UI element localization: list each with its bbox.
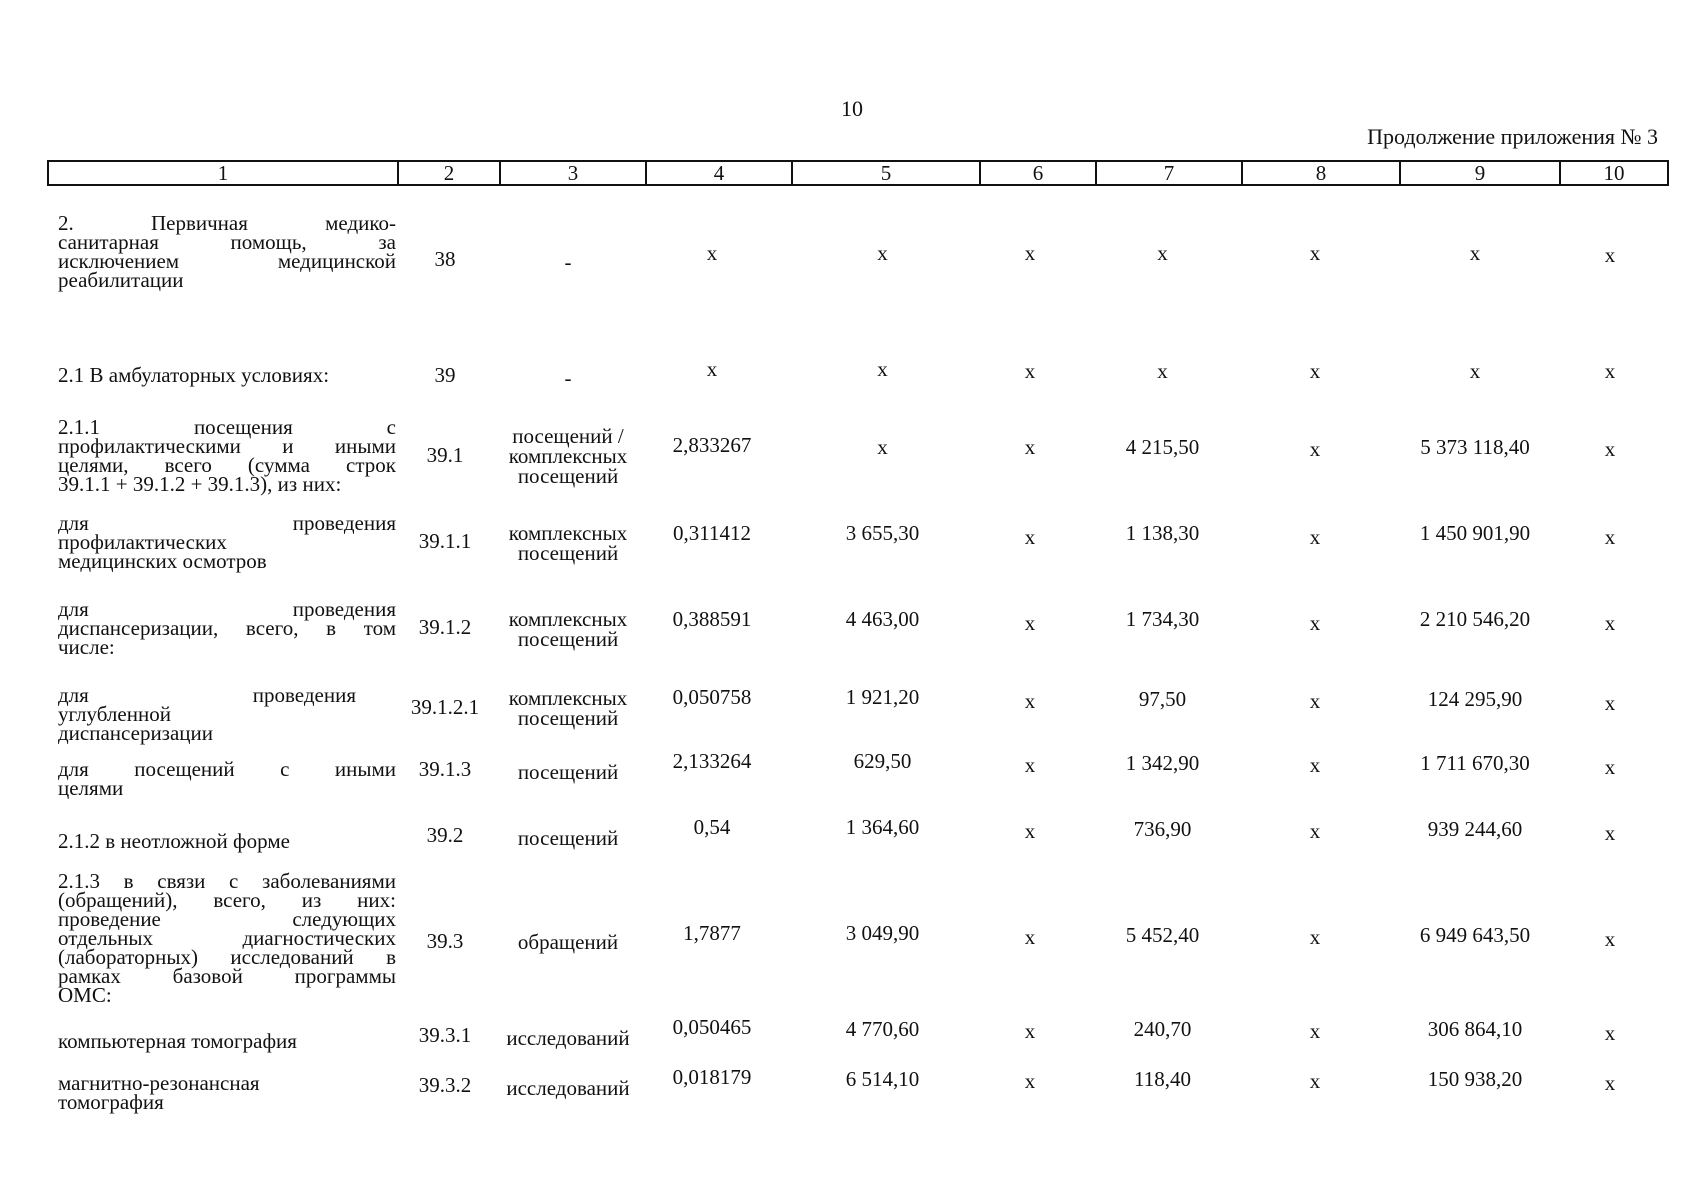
row-code: 39.3.2 — [418, 1073, 472, 1097]
cell-col4: 0,311412 — [673, 521, 751, 545]
row-name-line: проведение следующих — [58, 907, 396, 931]
cell-col7: 1 342,90 — [1125, 751, 1200, 775]
column-header-7: 7 — [1095, 162, 1241, 184]
cell-col6: x — [1024, 819, 1036, 843]
row-code: 39.1.3 — [418, 757, 472, 781]
cell-col7: x — [1157, 359, 1168, 383]
cell-col10: x — [1604, 1071, 1616, 1095]
row-unit: обращений — [517, 930, 619, 954]
cell-col5: 629,50 — [853, 749, 912, 773]
cell-col5: 1 364,60 — [845, 815, 920, 839]
cell-col9: 150 938,20 — [1427, 1067, 1523, 1091]
row-name-line: реабилитации — [58, 268, 184, 292]
row-code: 39.1.2.1 — [410, 695, 480, 719]
row-unit — [494, 523, 642, 563]
row-name — [58, 869, 396, 1007]
row-name-line: исключением медицинской — [58, 249, 396, 273]
cell-col7: 118,40 — [1134, 1067, 1191, 1091]
cell-col8: x — [1309, 241, 1321, 265]
row-name-line: ОМС: — [58, 983, 112, 1007]
cell-col8: x — [1309, 611, 1321, 635]
row-code: 39.1.2 — [418, 615, 472, 639]
row-unit: исследований — [506, 1076, 630, 1100]
cell-col8: x — [1309, 819, 1321, 843]
row-name-line: (лабораторных) исследований в — [58, 945, 396, 969]
row-unit-line: посещений — [517, 464, 619, 488]
cell-col4: 1,7877 — [683, 921, 741, 945]
cell-col8: x — [1309, 689, 1321, 713]
cell-col6: x — [1024, 241, 1036, 265]
row-unit-line: комплексных — [508, 686, 628, 710]
column-number-header — [47, 160, 1669, 186]
row-name-line: диспансеризации, всего, в том — [58, 616, 396, 640]
cell-col9: 5 373 118,40 — [1420, 435, 1530, 459]
row-name-line: 2. Первичная медико- — [58, 211, 396, 235]
row-name-line: числе: — [58, 635, 115, 659]
row-name-line: 2.1.2 в неотложной форме — [58, 829, 290, 853]
row-unit-line: посещений — [517, 541, 619, 565]
cell-col10: x — [1604, 927, 1616, 951]
cell-col5: 4 770,60 — [845, 1017, 920, 1041]
row-unit-line: посещений — [517, 706, 619, 730]
row-name-line: 2.1 В амбулаторных условиях: — [58, 363, 330, 387]
row-name-line: компьютерная томография — [58, 1029, 297, 1053]
row-name-line: профилактических — [58, 530, 227, 554]
row-name-line: для проведения — [58, 511, 396, 535]
row-name — [58, 415, 396, 496]
row-name-line: углубленной — [58, 702, 171, 726]
row-name-line: для проведения — [58, 683, 356, 707]
cell-col5: 1 921,20 — [845, 685, 920, 709]
cell-col7: 240,70 — [1133, 1017, 1192, 1041]
cell-col9: 306 864,10 — [1427, 1017, 1523, 1041]
cell-col4: 0,050465 — [672, 1015, 752, 1039]
cell-col6: x — [1024, 525, 1036, 549]
row-unit — [494, 426, 642, 486]
cell-col9: 2 210 546,20 — [1419, 607, 1531, 631]
cell-col4: 2,133264 — [672, 749, 752, 773]
cell-col8: x — [1309, 925, 1321, 949]
cell-col9: 6 949 643,50 — [1419, 923, 1531, 947]
row-unit-line: комплексных — [508, 444, 628, 468]
column-header-10: 10 — [1559, 162, 1667, 184]
cell-col6: x — [1024, 359, 1036, 383]
column-header-6: 6 — [979, 162, 1095, 184]
row-code: 39 — [434, 363, 456, 387]
cell-col8: x — [1309, 1019, 1321, 1043]
row-name — [58, 597, 396, 659]
row-name-line: рамках базовой программы — [58, 964, 396, 988]
row-name-line: 2.1.3 в связи с заболеваниями — [58, 869, 396, 893]
row-unit-line: посещений / — [512, 424, 624, 448]
cell-col10: x — [1604, 1021, 1616, 1045]
row-name — [58, 757, 396, 800]
cell-col8: x — [1309, 753, 1321, 777]
column-header-8: 8 — [1241, 162, 1399, 184]
row-code: 39.3 — [426, 929, 464, 953]
row-name-line: целями, всего (сумма строк — [58, 453, 396, 477]
row-code: 39.3.1 — [418, 1023, 472, 1047]
column-header-3: 3 — [499, 162, 645, 184]
cell-col4: 0,018179 — [672, 1065, 752, 1089]
cell-col6: x — [1024, 1019, 1036, 1043]
cell-col10: x — [1604, 437, 1616, 461]
cell-col5: 6 514,10 — [845, 1067, 920, 1091]
cell-col5: x — [877, 241, 888, 265]
row-name-line: медицинских осмотров — [58, 549, 267, 573]
cell-col5: 3 655,30 — [845, 521, 920, 545]
row-name — [58, 211, 396, 292]
row-name — [58, 1029, 396, 1053]
row-name-line: профилактическими и иными — [58, 434, 396, 458]
cell-col6: x — [1024, 611, 1036, 635]
page-number: 10 — [841, 96, 863, 121]
row-unit: - — [564, 250, 572, 274]
row-name-line: отдельных диагностических — [58, 926, 396, 950]
cell-col4: 0,54 — [693, 815, 731, 839]
cell-col7: 4 215,50 — [1125, 435, 1200, 459]
cell-col9: 1 450 901,90 — [1419, 521, 1531, 545]
cell-col4: 2,833267 — [672, 433, 752, 457]
cell-col10: x — [1604, 611, 1616, 635]
cell-col4: x — [706, 241, 718, 265]
cell-col6: x — [1024, 689, 1036, 713]
row-unit: - — [564, 366, 572, 390]
column-header-4: 4 — [645, 162, 791, 184]
cell-col6: x — [1024, 435, 1036, 459]
row-name-line: магнитно-резонансная — [58, 1071, 260, 1095]
cell-col8: x — [1309, 359, 1321, 383]
cell-col7: x — [1157, 241, 1168, 265]
row-name — [58, 511, 396, 573]
row-name-line: целями — [58, 776, 124, 800]
row-name-line: диспансеризации — [58, 721, 214, 745]
cell-col7: 736,90 — [1133, 817, 1192, 841]
row-name — [58, 363, 396, 387]
row-unit: посещений — [517, 760, 619, 784]
cell-col10: x — [1604, 755, 1616, 779]
row-code: 39.1 — [426, 443, 464, 467]
row-unit — [494, 609, 642, 649]
row-unit-line: посещений — [517, 627, 619, 651]
row-code: 39.1.1 — [418, 529, 472, 553]
cell-col8: x — [1309, 525, 1321, 549]
cell-col7: 1 138,30 — [1125, 521, 1200, 545]
appendix-continuation-label: Продолжение приложения № 3 — [1367, 124, 1658, 149]
cell-col7: 97,50 — [1138, 687, 1187, 711]
row-unit: посещений — [517, 826, 619, 850]
cell-col5: 4 463,00 — [845, 607, 920, 631]
cell-col6: x — [1024, 753, 1036, 777]
cell-col4: 0,050758 — [672, 685, 752, 709]
cell-col5: x — [877, 435, 888, 459]
row-unit — [494, 688, 642, 728]
cell-col10: x — [1604, 243, 1616, 267]
cell-col6: x — [1024, 1069, 1036, 1093]
cell-col10: x — [1604, 525, 1616, 549]
row-name-line: 39.1.1 + 39.1.2 + 39.1.3), из них: — [58, 472, 342, 496]
cell-col4: 0,388591 — [672, 607, 752, 631]
column-header-9: 9 — [1399, 162, 1559, 184]
row-unit-line: комплексных — [508, 607, 628, 631]
cell-col10: x — [1604, 691, 1616, 715]
row-name-line: томография — [58, 1090, 164, 1114]
row-name — [58, 829, 396, 853]
row-code: 38 — [434, 247, 456, 271]
row-name-line: для посещений с иными — [58, 757, 396, 781]
cell-col5: 3 049,90 — [845, 921, 920, 945]
cell-col5: x — [877, 357, 888, 381]
cell-col8: x — [1309, 437, 1321, 461]
row-name-line: (обращений), всего, из них: — [58, 888, 396, 912]
row-unit: исследований — [506, 1026, 630, 1050]
cell-col9: x — [1469, 241, 1481, 265]
column-header-5: 5 — [791, 162, 979, 184]
cell-col9: 1 711 670,30 — [1420, 751, 1530, 775]
cell-col10: x — [1604, 821, 1616, 845]
cell-col10: x — [1604, 359, 1616, 383]
row-name — [58, 683, 396, 745]
row-name — [58, 1071, 396, 1114]
row-name-line: 2.1.1 посещения с — [58, 415, 396, 439]
cell-col6: x — [1024, 925, 1036, 949]
cell-col7: 1 734,30 — [1125, 607, 1200, 631]
row-unit-line: комплексных — [508, 521, 628, 545]
cell-col8: x — [1309, 1069, 1321, 1093]
column-header-1: 1 — [217, 161, 229, 185]
row-name-line: для проведения — [58, 597, 396, 621]
row-name-line: санитарная помощь, за — [58, 230, 396, 254]
cell-col9: 939 244,60 — [1427, 817, 1523, 841]
cell-col9: 124 295,90 — [1427, 687, 1523, 711]
cell-col4: x — [706, 357, 718, 381]
cell-col9: x — [1469, 359, 1481, 383]
row-code: 39.2 — [426, 823, 464, 847]
column-header-2: 2 — [397, 162, 499, 184]
cell-col7: 5 452,40 — [1125, 923, 1200, 947]
